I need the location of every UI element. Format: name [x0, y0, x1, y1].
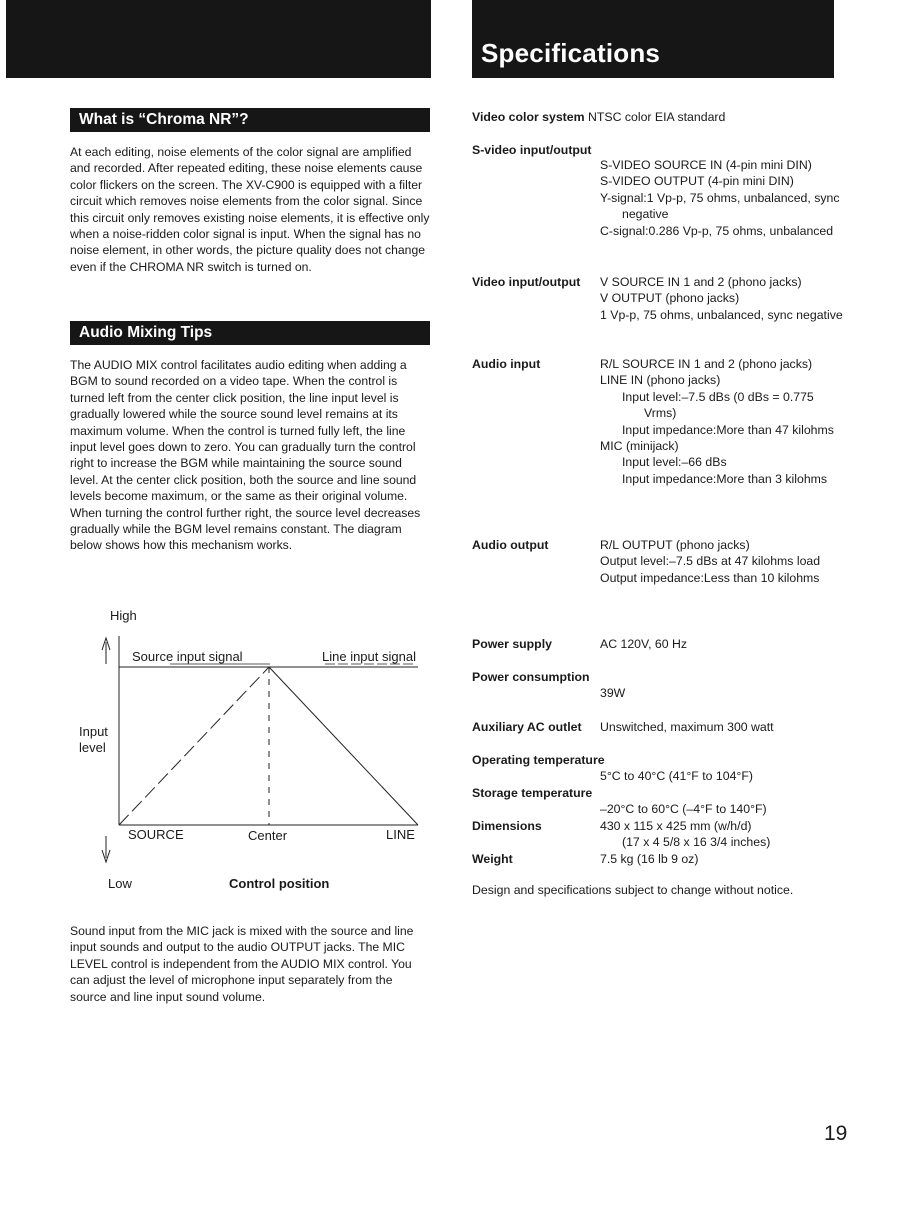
audio-mixing-heading: Audio Mixing Tips	[70, 321, 430, 345]
spec-note: Design and specifications subject to change without notice.	[472, 883, 794, 897]
spec-label: Operating temperature	[472, 753, 605, 767]
spec-value	[600, 274, 845, 323]
spec-power-consumption	[472, 669, 842, 700]
spec-value: AC 120V, 60 Hz	[600, 637, 688, 651]
diagram-x-center: Center	[248, 828, 288, 843]
diagram-lines	[70, 592, 432, 897]
spec-value	[600, 356, 845, 487]
page-title: Specifications	[481, 38, 661, 68]
diagram-xlabel: Control position	[229, 876, 330, 891]
spec-label: Weight	[472, 852, 513, 866]
spec-weight	[472, 851, 842, 867]
spec-line: S-VIDEO OUTPUT (4-pin mini DIN)	[600, 174, 794, 189]
diagram-line-signal-label: Line input signal	[322, 649, 416, 664]
spec-line: R/L SOURCE IN 1 and 2 (phono jacks)	[600, 357, 813, 371]
diagram-x-line: LINE	[386, 827, 415, 842]
spec-label: Power consumption	[472, 670, 590, 684]
mic-mix-text: Sound input from the MIC jack is mixed with the source and line input sounds and output to the audio OUTPUT jacks. The MIC LEVEL control is independent from the AUDIO MIX control. You can adjust the level of microphone input separately from the source and line input sound volume.	[70, 924, 414, 1004]
spec-line: Input level:–7.5 dBs (0 dBs = 0.775 Vrms)	[622, 389, 814, 421]
spec-line: Input impedance:More than 47 kilohms	[622, 422, 834, 437]
page-number: 19	[824, 1122, 848, 1145]
header-bar-left	[6, 0, 431, 78]
spec-line: Input level:–66 dBs	[622, 455, 727, 470]
audio-mixing-text: The AUDIO MIX control facilitates audio editing when adding a BGM to sound recorded on a video tape. When the control is turned left from the center click position, the line input level is gradually lowered while the source sound level remains at its maximum volume. When the control is turned fully left, the line input level goes down to zero. You can gradually turn the control right to increase the BGM while maintaining the source sound level. At the center click position, both the source and line sound levels become maximum, or the same as their original volume. When turning the control further right, the source level decreases gradually while the BGM level remains constant. The diagram below shows how this mechanism works.	[70, 358, 421, 553]
spec-label: Audio input	[472, 357, 541, 371]
diagram-x-source: SOURCE	[128, 827, 184, 842]
spec-value: 7.5 kg (16 lb 9 oz)	[600, 852, 699, 866]
spec-label: Auxiliary AC outlet	[472, 720, 582, 734]
diagram-high-label: High	[110, 608, 137, 623]
spec-line: MIC (minijack)	[600, 439, 679, 454]
spec-value: 5°C to 40°C (41°F to 104°F)	[600, 769, 753, 783]
spec-operating-temp	[472, 752, 842, 783]
spec-audio-input	[472, 356, 842, 526]
spec-value	[600, 157, 845, 239]
chroma-nr-heading: What is “Chroma NR”?	[70, 108, 430, 132]
spec-video-io	[472, 274, 843, 322]
spec-line: 430 x 115 x 425 mm (w/h/d)	[600, 819, 752, 833]
spec-storage-temp	[472, 785, 842, 816]
spec-label: Video input/output	[472, 275, 581, 289]
spec-line: V OUTPUT (phono jacks)	[600, 291, 740, 306]
spec-line: Input impedance:More than 3 kilohms	[622, 471, 828, 486]
spec-line: 1 Vp-p, 75 ohms, unbalanced, sync negative	[600, 307, 843, 322]
spec-line: R/L OUTPUT (phono jacks)	[600, 538, 750, 552]
spec-label: Audio output	[472, 538, 549, 552]
spec-value: –20°C to 60°C (–4°F to 140°F)	[600, 802, 767, 816]
spec-value: 39W	[600, 686, 626, 700]
diagram-ylabel-input: Input	[79, 724, 108, 739]
spec-value: NTSC color EIA standard	[587, 110, 726, 124]
spec-label: S-video input/output	[472, 143, 592, 157]
spec-power-supply	[472, 636, 842, 652]
diagram-low-label: Low	[108, 876, 132, 891]
header-bar-right	[472, 0, 834, 78]
audio-mix-diagram	[70, 592, 432, 897]
spec-label: Power supply	[472, 637, 552, 651]
spec-line: Output impedance:Less than 10 kilohms	[600, 570, 820, 585]
spec-video-color	[472, 109, 842, 125]
spec-value	[600, 818, 845, 851]
spec-line: (17 x 4 5/8 x 16 3/4 inches)	[622, 835, 771, 850]
spec-line: Output level:–7.5 dBs at 47 kilohms load	[600, 554, 821, 569]
spec-label: Dimensions	[472, 819, 542, 833]
spec-label: Storage temperature	[472, 786, 593, 800]
spec-value: Unswitched, maximum 300 watt	[600, 720, 774, 734]
spec-aux-outlet	[472, 719, 842, 735]
spec-svideo	[472, 142, 842, 238]
spec-dimensions	[472, 818, 842, 850]
diagram-ylabel-level: level	[79, 740, 106, 755]
spec-line: LINE IN (phono jacks)	[600, 373, 721, 388]
spec-label: Video color system	[472, 110, 585, 124]
spec-line: C-signal:0.286 Vp-p, 75 ohms, unbalanced	[600, 223, 834, 238]
spec-line: Y-signal:1 Vp-p, 75 ohms, unbalanced, sync negative	[600, 190, 840, 222]
spec-line: S-VIDEO SOURCE IN (4-pin mini DIN)	[600, 158, 812, 172]
diagram-source-signal-label: Source input signal	[132, 649, 243, 664]
spec-value	[600, 537, 845, 586]
spec-audio-output	[472, 537, 842, 585]
chroma-nr-text: At each editing, noise elements of the color signal are amplified and recorded. After repeated editing, these noise elements cause color flickers on the screen. The XV-C900 is equipped with a filter circuit which removes noise elements from the color signal. Since this circuit only removes existing noise elements, it is effective only when a noise-ridden color signal is input. When the signal has no noise element, in other words, the picture quality does not change even if the CHROMA NR switch is turned on.	[70, 145, 430, 274]
spec-line: V SOURCE IN 1 and 2 (phono jacks)	[600, 275, 802, 289]
